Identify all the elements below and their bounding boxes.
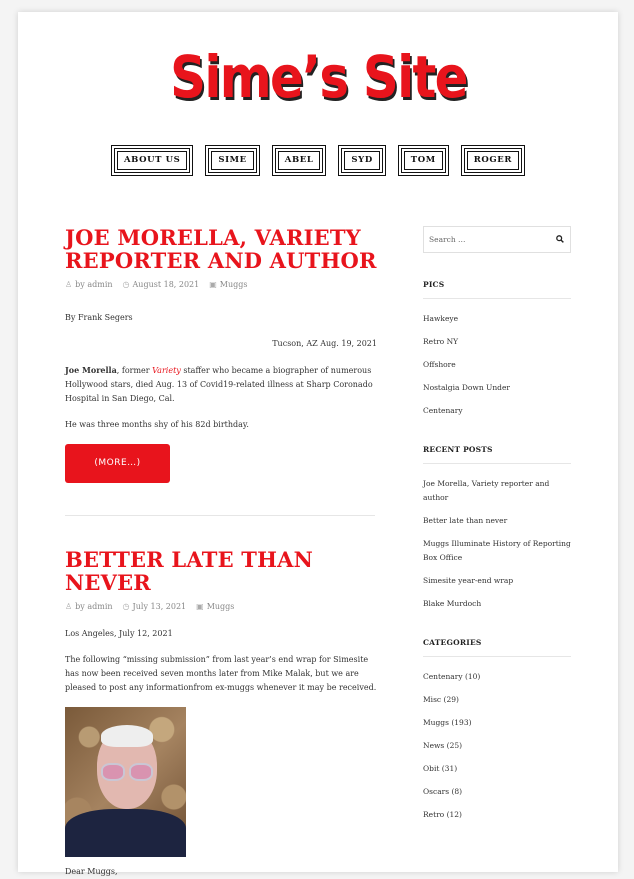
post-dateline: Tucson, AZ Aug. 19, 2021 — [272, 339, 377, 348]
pics-list — [423, 312, 571, 418]
main-nav — [18, 145, 618, 176]
category-item[interactable]: Oscars (8) — [423, 787, 463, 796]
category-item[interactable]: Centenary (10) — [423, 672, 481, 681]
post-photo[interactable] — [65, 707, 186, 857]
recent-post-item[interactable]: Better late than never — [423, 516, 508, 525]
nav-abel[interactable]: ABEL — [272, 145, 327, 176]
category-item[interactable]: Obit (31) — [423, 764, 458, 773]
post-category[interactable]: Muggs — [206, 602, 235, 611]
clock-icon: ◷ — [122, 280, 130, 289]
nav-roger[interactable]: ROGER — [461, 145, 525, 176]
post-date[interactable]: August 18, 2021 — [132, 280, 200, 289]
category-item[interactable]: Muggs (193) — [423, 718, 472, 727]
widget-title-pics: PICS — [423, 280, 571, 299]
post-author[interactable]: by admin — [75, 602, 113, 611]
post-meta — [65, 280, 377, 289]
search-input[interactable] — [424, 227, 544, 252]
post-paragraph: Joe Morella, former Variety staffer who became a biographer of numerous Hollywood stars, died Aug. 13 of Covid19-related illness at Sharp Coronado Hospital in San Diego, Cal. — [65, 365, 373, 403]
post-title[interactable]: BETTER LATE THAN NEVER — [65, 547, 314, 595]
user-icon: ♙ — [65, 280, 73, 289]
recent-post-item[interactable]: Blake Murdoch — [423, 599, 482, 608]
category-item[interactable]: News (25) — [423, 741, 463, 750]
post-meta — [65, 602, 377, 611]
post-paragraph: He was three months shy of his 82d birthday. — [65, 420, 249, 429]
main-content — [65, 226, 377, 879]
post-paragraph: The following “missing submission” from last year’s end wrap for Simesite has now been received seven months later from Mike Malak, but we are pleased to post any informationfrom ex-muggs whenever it may be received. — [65, 655, 377, 692]
recent-post-item[interactable]: Muggs Illuminate History of Reporting Box Office — [423, 539, 571, 562]
widget-title-recent-posts: RECENT POSTS — [423, 445, 571, 464]
pics-item[interactable]: Hawkeye — [423, 314, 459, 323]
post-byline: By Frank Segers — [65, 313, 133, 322]
variety-link[interactable]: Variety — [152, 366, 181, 375]
post-title[interactable]: JOE MORELLA, VARIETY REPORTER AND AUTHOR — [65, 225, 377, 273]
recent-post-item[interactable]: Simesite year-end wrap — [423, 576, 514, 585]
clock-icon: ◷ — [122, 602, 130, 611]
category-item[interactable]: Retro (12) — [423, 810, 462, 819]
site-logo-text: Sime’s Site — [169, 43, 467, 111]
post-date[interactable]: July 13, 2021 — [132, 602, 187, 611]
post-divider — [65, 515, 375, 516]
post-dateline: Los Angeles, July 12, 2021 — [65, 629, 173, 638]
sidebar — [423, 226, 571, 822]
nav-sime[interactable]: SIME — [205, 145, 259, 176]
recent-posts-list — [423, 477, 571, 611]
nav-syd[interactable]: SYD — [338, 145, 385, 176]
pics-item[interactable]: Nostalgia Down Under — [423, 383, 511, 392]
user-icon: ♙ — [65, 602, 73, 611]
categories-list — [423, 670, 571, 822]
search-icon[interactable] — [556, 235, 564, 243]
pics-item[interactable]: Centenary — [423, 406, 463, 415]
widget-title-categories: CATEGORIES — [423, 638, 571, 657]
search-form — [423, 226, 571, 253]
post-author[interactable]: by admin — [75, 280, 113, 289]
post-salutation: Dear Muggs, — [65, 867, 118, 876]
folder-icon: ▣ — [196, 602, 204, 611]
recent-post-item[interactable]: Joe Morella, Variety reporter and author — [423, 479, 550, 502]
nav-about-us[interactable]: ABOUT US — [111, 145, 193, 176]
post-category[interactable]: Muggs — [219, 280, 248, 289]
page-container — [18, 12, 618, 876]
pics-item[interactable]: Offshore — [423, 360, 456, 369]
pics-item[interactable]: Retro NY — [423, 337, 459, 346]
nav-tom[interactable]: TOM — [398, 145, 449, 176]
folder-icon: ▣ — [209, 280, 217, 289]
site-logo[interactable] — [18, 42, 618, 112]
read-more-button[interactable]: (MORE…) — [65, 444, 170, 483]
category-item[interactable]: Misc (29) — [423, 695, 459, 704]
